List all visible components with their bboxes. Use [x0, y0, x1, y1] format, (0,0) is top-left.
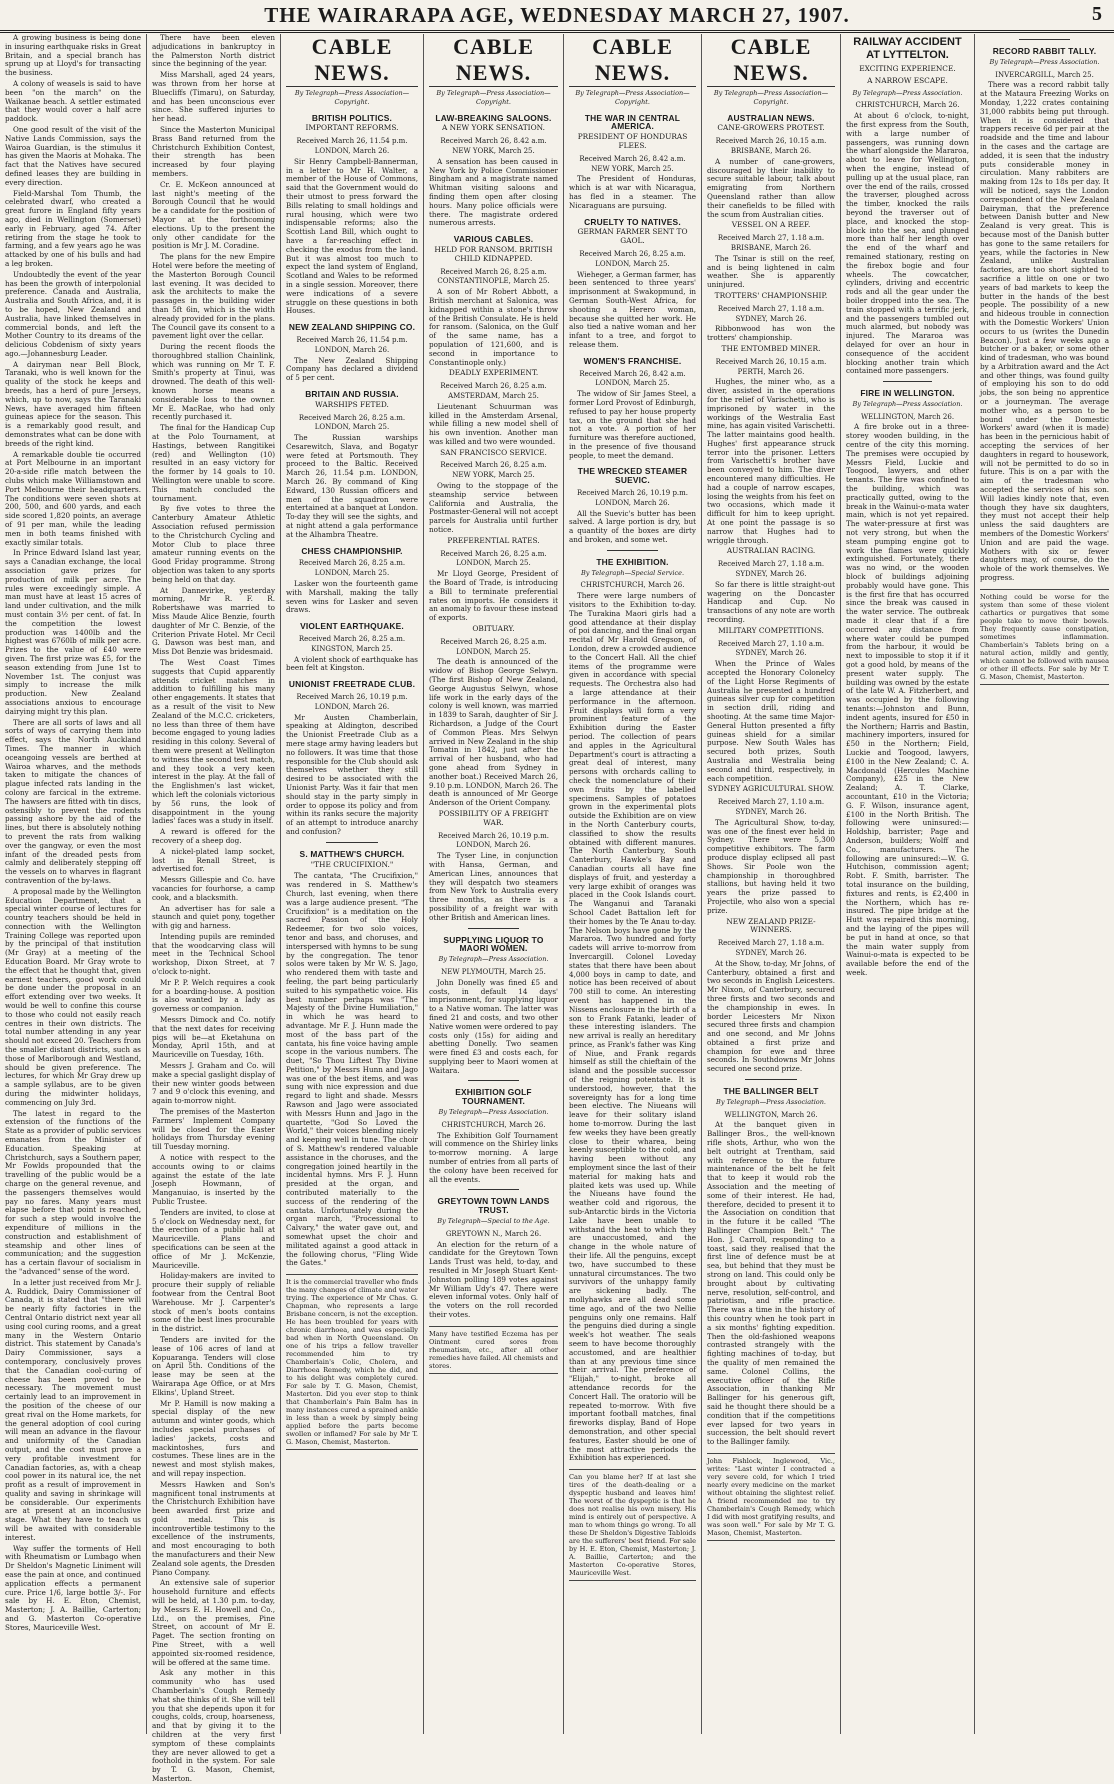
received-line: Received March 26, 8.25 a.m. — [440, 549, 547, 558]
masthead — [0, 0, 1114, 33]
article-body: Sir Henry Campbell-Bannerman, in a letter to Mr H. Walter, a member of the House of Commons, said that the Government would do their utmost to press forward the Bills relating to small holdings and rural housing, which were two indispensable reforms; also the Scottish Land Bill, which ought to have a far-reaching effect in checking the exodus from the land. But it was almost too much to expect the land system of England, Scotland and Wales to be reformed in a single session. Moreover, there were indications of a severe struggle on these questions in both Houses. — [286, 156, 418, 316]
dateline: INVERCARGILL, March 25. — [995, 70, 1094, 79]
section-headline: BRITAIN AND RUSSIA. — [305, 388, 399, 399]
section-headline: FIRE IN WELLINGTON. — [860, 388, 955, 399]
section-subheading: WARSHIPS FETED. — [315, 399, 389, 409]
paragraph: Messrs Hawken and Son's magnificent tonal instruments at the Christchurch Exhibition have been awarded first prize and gold medal. This is incontrovertible testimony to the excellence of the instruments, and most encouraging to both the manufacturers and their New Zealand sole agents, the Dresden Piano Company. — [152, 1479, 275, 1577]
received-line: Received March 26, 8.42 a.m. — [440, 137, 547, 146]
byline: By Telegraph—Press Association—Copyright. — [294, 89, 410, 106]
section-subheading: TROTTERS' CHAMPIONSHIP. — [714, 290, 828, 300]
dateline: GREYTOWN N., March 26. — [445, 1229, 542, 1238]
article-body: So far there is little straight-out wagering on the Doncaster Handicap and Cup. No transactions of any note are worth recording. — [707, 579, 835, 625]
paragraph: A dairyman near Bell Block, Taranaki, who is well known for the quality of the stock he keeps and breeds, has a herd of pure Jerseys, which, up to now, says the Taranaki News, have averaged him fifteen guineas apiece for the season. This is a remarkably good result, and demonstrates what can be done with breeds of the right kind. — [5, 359, 141, 448]
paragraph: Holiday-makers are invited to procure their supply of reliable footwear from the Central Boot Warehouse. Mr J. Carpenter's stock of men's boots contains some of the best lines procurable in the district. — [152, 1271, 275, 1334]
paragraph: Undoubtedly the event of the year has been the growth of interpolonial preference. Canada and Australia, Australia and South Africa, and, it is to be hoped, New Zealand and Australia, have linked themselves in commercial bonds, and left the Mother Country to its dreams of the delicious Cobdenism of sixty years ago.—Johannesburg Leader. — [5, 269, 141, 358]
paragraph: An extensive sale of superior household furniture and effects will be held, at 1.30 p.m. to-day, by Messrs E. H. Howell and Co., Ltd., on the premises, Pine Street, on account of Mr E. Paget. The section fronting on Pine Street, with a well appointed six-roomed residence, will be offered at the same time. — [152, 1578, 275, 1667]
section-subheading: IMPORTANT REFORMS. — [305, 123, 399, 133]
paragraph: Messrs Dimock and Co. notify that the next dates for receiving pigs will be—at Eketahuna on Monday, April 15th, and at Mauriceville on Tuesday, 16th. — [152, 1015, 275, 1060]
paragraph: During the recent floods the thoroughbred stallion Chainlink, which was running on Mr T. F. Smith's property at Tinui, was drowned. The death of this well-known horse means a considerable loss to the owner. Mr E. MacRae, who had only recently purchased it. — [152, 342, 275, 422]
received-line: Received March 26, 10.15 a.m. — [715, 357, 827, 366]
column-8 — [975, 34, 1114, 1734]
paragraph: Field-Marshal Tom Thumb, the celebrated dwarf, who created a great furore in England fifty years ago, died in Wellington (Somerset) early in February, aged 74. After retiring from the stage he took to farming, and a few years ago he was attacked by one of his bulls and had a leg broken. — [5, 188, 141, 268]
received-line: Received March 27, 1.10 a.m. — [717, 798, 825, 807]
article-body: A violent shock of earthquake has been felt at Kingston. — [286, 654, 418, 673]
dateline: KINGSTON, March 25. — [311, 644, 393, 653]
received-line: Received March 26, 8.42 a.m. — [579, 154, 686, 163]
paragraph: By five votes to three the Canterbury Amateur Athletic Association refused permission to the Christchurch Cycling and Motor Club to place three amateur running events on the Good Friday programme. Strong objection was taken to any sports being held on that day. — [152, 504, 275, 584]
section-headline: SUPPLYING LIQUOR TO MAORI WOMEN. — [443, 934, 544, 954]
section-subheading: SYDNEY AGRICULTURAL SHOW. — [707, 784, 835, 794]
section-subheading: PREFERENTIAL RATES. — [447, 535, 540, 545]
dateline: LONDON, March 25. — [456, 647, 531, 656]
received-line: Received March 26, 8.25 a.m. — [440, 267, 547, 276]
cable-news-banner: CABLE NEWS. — [707, 34, 835, 87]
column-3 — [281, 34, 424, 1734]
paragraph: In Prince Edward Island last year, says a Canadian exchange, the local association gave prizes for production of milk per acre. The rules were exceedingly simple. A man must have at least 15 acres of land under cultivation, and the milk must contain 3½ per cent. of fat. In the competition the lowest production was 1400lb and the highest was 6760lb of milk per acre. Prizes to the value of £40 were given. The first prize was £5, for the season extending from June 1st to November 1st. The conjust was simply to increase the milk production. New Zealand associations anxious to encourage dairying might try this plan. — [5, 548, 141, 716]
section-headline: VIOLENT EARTHQUAKE. — [300, 621, 404, 632]
cable-news-banner: CABLE NEWS. — [286, 34, 418, 87]
dateline: NEW PLYMOUTH, March 25. — [441, 967, 546, 976]
section-headline: THE EXHIBITION. — [596, 556, 669, 567]
dateline: LONDON, March 25. — [314, 569, 390, 578]
paragraph: One good result of the visit of the Native Lands Commission, says the Wairoa Guardian, is the stimulus it has given the Maoris at Mohaka. The fact that the Natives have secured defined leases they are building in every direction. — [5, 124, 141, 187]
section-headline: NEW ZEALAND SHIPPING CO. — [288, 322, 416, 333]
advertisement: Can you blame her? If at last she tires of the death-dealing or a dyspeptic husband and leaves him! The worst of the dyspeptic is that he does not realise his own misery. His mind is entirely out of perspective. A man to whom things go wrong. To all these Dr Sheldon's Digestive Tabloids are the sufferers' best friend. For sale by H. E. Eton, Chemist, Masterton; J. A. Baillie, Carterton; and the Masterton Co-operative Stores, Mauriceville West. — [569, 1469, 696, 1581]
section-subheading: POSSIBILITY OF A FREIGHT WAR. — [438, 808, 549, 827]
column-2 — [147, 33, 281, 1783]
article-body: Owing to the stoppage of the steamship service between California and Australia, the Postmaster-General will not accept parcels for Australia until further notice. — [429, 481, 558, 535]
received-line: Received March 26, 11.54 p.m. — [296, 137, 408, 146]
article-body: All the Suevic's butter has been salved. A large portion is dry, but a quantity of the boxes are dirty and broken, and some wet. — [569, 508, 696, 545]
divider-rule — [468, 1080, 520, 1081]
paragraph: A growing business is being done in insuring earthquake risks in Great Britain, and a special branch has sprung up at Lloyd's for transacting the business. — [5, 33, 141, 78]
article-body: Mr Lloyd George, President of the Board of Trade, is introducing a Bill to terminate preferential rates on imports. He considers it an anomaly to favour these instead of exports. — [429, 569, 558, 623]
byline: By Telegraph—Press Association. — [852, 88, 963, 97]
divider-rule — [883, 381, 932, 382]
received-line: Received March 26, 8.25 a.m. — [298, 559, 406, 568]
dateline: NEW YORK, March 25. — [591, 164, 674, 173]
advertisement: John Fishlock, Inglewood, Vic., writes: "Last winter I contracted a very severe cold, for which I tried nearly every medicine on the market without obtaining the slightest relief. A friend recommended me to try Chamberlain's Cough Remedy, which I did with most gratifying results, and was soon well." For sale by Mr T. G. Mason, Chemist, Masterton. — [707, 1453, 835, 1541]
paragraph: Messrs Gillespie and Co. have vacancies for fourhorse, a camp cook, and a blacksmith. — [152, 875, 275, 902]
paragraph: A notice with respect to the accounts owing to or claims against the estate of the late Joseph Howmann, of Manganuiao, is inserted by the Public Trustee. — [152, 1153, 275, 1206]
article-body: The Tsinar is still on the reef, and is being lightened in calm weather. She is apparently uninjured. — [707, 253, 835, 290]
advertisement: It is the commercial traveller who finds the many changes of climate and water trying. The experience of Mr Chas. G. Chapman, who represents a large Brisbane concern, is not the exception. He has been troubled for years with chronic diarrhoea, and was especially bad when in North Queensland. On one of his trips a fellow traveller recommended him to try Chamberlain's Colic, Cholera, and Diarrhoea Remedy, which he did, and to his delight was completely cured. For sale by T. G. Mason, Chemist, Masterton. Did you ever stop to think that Chamberlain's Pain Balm has in many instances cured a sprained ankle in less than a week by simply being applied before the parts become swollen or inflamed? For sale by Mr T. G. Mason, Chemist, Masterton. — [286, 1274, 418, 1450]
received-line: Received March 26, 8.25 a.m. — [298, 635, 406, 644]
article-body: Lieutenant Schuurman was killed in the Amsterdam Arsenal, while filling a new model shell of his own invention. Another man was killed and two were wounded. — [429, 401, 558, 446]
dateline: LONDON, March 26. — [456, 841, 531, 850]
article-body: The President of Honduras, which is at war with Nicaragua, has fled in a steamer. The Nicaraguans are pursuing. — [569, 174, 696, 210]
section-subheading: GERMAN FARMER SENT TO GAOL. — [577, 227, 688, 246]
section-subheading: "THE CRUCIFIXION." — [310, 859, 394, 869]
paragraph: Ask any mother in this community who has used Chamberlain's Cough Remedy what she thinks of it. She will tell you that she depends upon it for coughs, colds, croup, hoarseness, and that by giving it to the children at the very first symptom of these complaints they are never allowed to get a foothold in the system. For sale by T. G. Mason, Chemist, Masterton. — [152, 1668, 275, 1783]
article-body: The Exhibition Golf Tournament will commence on the Shirley links to-morrow morning. A large number of entries from all parts of the colony have been received for all the events. — [429, 1130, 558, 1184]
dateline: CHRISTCHURCH, March 26. — [441, 1120, 546, 1129]
article-body: The death is announced of the widow of Bishop George Selwyn. (The first Bishop of New Zealand, George Augustus Selwyn, whose life work in the early days of the colony is well known, was married in 1839 to Sarah, daughter of Sir J. Richardson, a Judge of the Court of Common Pleas. Mrs Selwyn arrived in New Zealand in the ship Tomatin in 1842, just after the arrival of her husband, who had gone ahead from Sydney in another boat.) Received March 26, 9.10 p.m. LONDON, March 26. The death is announced of Mr George Anderson of the Orient Company. — [429, 657, 558, 808]
article-body: When the Prince of Wales accepted the Honorary Colonelcy of the Light Horse Regiments of Australia he presented a hundred guineas silver cup for competition in section drill, riding and shooting. At the same time Major-General Hutton presented a fifty guineas shield for a similar purpose. New South Wales has secured both prizes, South Australia and Westralia being second and third, respectively, in each competition. — [707, 659, 835, 783]
article-body: Wieheger, a German farmer, has been sentenced to three years' imprisonment at Swakopmund, in German South-West Africa, for shooting a Herero woman, because she quitted her work. He also tied a native woman and her infant to a tree, and forgot to release them. — [569, 269, 696, 349]
dateline: CHRISTCHURCH, March 26. — [855, 101, 960, 110]
dateline: LONDON, March 26. — [595, 498, 670, 507]
article-body: A number of cane-growers, discouraged by their inability to secure suitable labour, talk about emigrating from Northern Queensland rather than allow their canefields to be filled with the scum from Australian cities. — [707, 156, 835, 219]
article-body: There were large numbers of visitors to the Exhibition to-day. The Turakina Maori girls had a good attendance at their display of poi dancing, and the final organ recital of Mr Harold Gregson, of London, drew a crowded audience to the Concert Hall. All the chief items of the programme were given in accordance with special requests. The Orchestra also had a large attendance at their performance in the afternoon. Fruit displays will form a very prominent feature of the Exhibition during the Easter period. The collection of pears and apples in the Agricultural Department's court is attracting a great deal of interest, many persons with orchards calling to check the nomenclature of their own fruits by the labelled specimens. Samples of potatoes grown in the experimental plots outside the Exhibition are on view in the North Canterbury courts, classified to show the results obtained with different manures. The North Canterbury, South Canterbury, Hawke's Bay and Canadian courts all have fine displays of fruit, and yesterday a very large exhibit of oranges was placed in the Cook Islands court. The Wanganui and Taranaki School Cadet Battalion left for their homes by the Te Anau to-day. The Nelson boys have gone by the Mararoa. Two hundred and forty cadets will arrive to-morrow from Invercargill. Colonel Loveday states that there have been about 4,000 boys in camp to date, and notice has been received of about 700 still to come. An interesting event has happened in the Nissens enclosure in the birth of a son to Frank Fatanki, leader of these interesting islanders. The new arrival is really an hereditary prince, as Frank's father was King of Niue, and Frank regards himself as still the chieftain of the island and the possible successor of the reigning potentate. It is understood, however, that the sovereignty has for a long time been elective. The Niueans will leave for their solitary island home to-morrow. During the last few weeks they have been greatly close to their wharea, being keenly susceptible to the cold, and having been without any employment since the last of their material for making hats and plaited kets was used up. While the Niueans have found the weather cold and rigorous, the sub-Antarctic birds in the Victoria Lake have been unable to withstand the heat to which they are unaccustomed, and the change in the whole nature of their life. All the penguins, except two, have succumbed to these unnatural circumstances. The two survivors of the unhappy family are sickening badly. The mollyhawks are all dead some time ago, and of the two Nellie penguins only one remains. Half the penguins died during a single week's hot weather. The seals seem to have become thoroughly accustomed, and are healthier than at any previous time since their arrival. The preference of "Elijah," to-night, broke all attendance records for the Concert Hall. The oratorio will be repeated to-morrow. With five important football matches, final fireworks display, Band of Hope demonstration, and other special features, Easter should be one of the most attractive periods the Exhibition has experienced. — [569, 591, 696, 1463]
article-body: A fire broke out in a three-storey wooden building, in the centre of the city this morning. The premises were occupied by Messrs Field, Luckie and Toogood, lawyers, and other tenants. The fire was confined to the building, which was practically gutted, owing to the break in the Wainui-o-mata water main, which is not yet repaired. The water-pressure at first was not very strong, but when the steam pumping engine got to work the flames were quickly extinguished. Fortunately, there was no wind, or the wooden block of buildings adjoining probably would have gone. This is the first fire that has occurred since the break was caused in the water service. The outbreak made it clear that if a fire occurred any distance from where water could be pumped from the harbour, it would be next to impossible to stop it if it got a good hold, by means of the present water supply. The building was owned by the estate of the late W. A. Fitzherbert, and was occupied by the following tenants:—Johnston and Bunn, indent agents, insured for £50 in the Northern; Harris and Bastin, machinery importers, insured for £50 in the Northern; Field, Luckie and Toogood, lawyers, £100 in the New Zealand; C. A. Macdonald (Hercules Machine Company), £25 in the New Zealand; A. T. Clarke, accountant, £10 in the Victoria; G. F. Wilson, insurance agent, £100 in the North British. The following were uninsured:—Holdship, barrister; Page and Anderson, builders; Wolff and Co., manufacturers. The following are uninsured:—W. G. Hutchison, commission agent; Robt. F. Smith, barrister. The total insurance on the building, fixtures and rents, is £2,400 in the Northern, which has re-insured. The pipe bridge at the Hutt was repaired this morning, and the laying of the pipes will be put in hand at once, so that the main water supply from Wainui-o-mata is expected to be available before the end of the week. — [846, 422, 969, 977]
byline: By Telegraph—Press Association. — [438, 955, 549, 964]
column-4 — [424, 34, 564, 1734]
divider-rule — [468, 928, 520, 929]
paragraph: Tenders are invited, to close at 5 o'clock on Wednesday next, for the erection of a public hall at Mauriceville. Plans and specifications can be seen at the office of Mr J. McKenzie, Mauriceville. — [152, 1207, 275, 1270]
paragraph: The premises of the Masterton Farmers' Implement Company will be closed for the Easter holidays from Thursday evening till Tuesday morning. — [152, 1107, 275, 1152]
paragraph: Messrs J. Graham and Co. will make a special gaslight display of their new winter goods between 7 and 9 o'clock this evening, and again to-morrow night. — [152, 1061, 275, 1106]
paragraph: A reward is offered for the recovery of a sheep dog. — [152, 827, 275, 845]
byline: By Telegraph—Special Service. — [580, 568, 685, 577]
section-subheading: NEW ZEALAND PRIZE-WINNERS. — [726, 916, 816, 935]
received-line: Received March 27, 1.18 a.m. — [717, 560, 825, 569]
byline: By Telegraph—Press Association. — [989, 57, 1100, 66]
section-subheading: MILITARY COMPETITIONS. — [718, 625, 824, 635]
received-line: Received March 26, 8.25 a.m. — [579, 249, 686, 258]
paragraph: A remarkable double tie occurred at Port Melbourne in an important 20-a-side rifle match between the clubs which make Williamstown and Port Melbourne their headquarters. The conditions were seven shots at 200, 500, and 600 yards, and each side scored 1,820 points, an average of 91 per man, while the leading men in both teams finished with exactly similar totals. — [5, 449, 141, 547]
dateline: SYDNEY, March 26. — [735, 314, 807, 323]
section-headline: CHESS CHAMPIONSHIP. — [301, 545, 403, 556]
paragraph: Miss Marshall, aged 24 years, was thrown from her horse at Bluecliffs (Timaru), on Saturday, and has been unconscious ever since. She suffered injuries to her head. — [152, 70, 275, 124]
paragraph: There are all sorts of laws and all sorts of ways of carrying them into effect, says the North Auckland Times. The manner in which oceangoing vessels are berthed at Wairoa wharves, and the methods taken to mitigate the chances of plague infected rats landing in the colony are farcical in the extreme. The hawsers are fitted with tin discs, ostensibly to prevent the rodents passing ashore by the aid of the lines, but there is absolutely nothing to prevent the rats from walking over the gangway, or even the most infant of the dreaded pests from calmly and deliberately stepping off the vessels on to wharves in flagrant contravention of the by-laws. — [5, 717, 141, 885]
paragraph: A nickel-plated lamp socket, lost in Renall Street, is advertised for. — [152, 846, 275, 874]
article-body: At about 6 o'clock, to-night, the first express from the South, with a large number of passengers, was running down the wharf alongside the Mararoa, about to leave for Wellington, when the engine, instead of pulling up at the usual place, ran over the end of the rails, crossed the traverser, ploughed across the timber, knocked the rails beyond the traverser out of place, and knocked the stop-block into the sea, and plunged more than half her length over the end of the wharf and remained stationary, resting on the firebox bogie and four wheels. The cowcatcher, cylinders, driving and eccentric rods and all the gear under the boiler dropped into the sea. The train stopped with a terrific jerk, and the passengers tumbled out much alarmed, but nobody was injured. The Mararoa was delayed for over an hour in consequence of the accident blocking another train which contained more passengers. — [846, 111, 969, 376]
columns — [0, 33, 1114, 1783]
received-line: Received March 26, 10.19 p.m. — [576, 489, 689, 498]
section-subheading: OBITUARY. — [472, 624, 515, 634]
article-body: At the Show, to-day, Mr Johns, of Canterbury, obtained a first and two seconds in English Leicesters. Mr Nixon, of Canterbury, secured three firsts and two seconds and the championship in ewes. In border Leicesters Mr Nixon secured three firsts and champion and one second, and Mr Johns obtained a first prize and champion for ewe and three seconds. In Southdowns Mr Johns secured one second prize. — [707, 958, 835, 1074]
article-body: The Agricultural Show, to-day, was one of the finest ever held in Sydney. There were 5,300 competitive exhibitors. The farm produce display eclipsed all past Shows. Sir Poole won the championship in thoroughbred stallions, but having held it two years the prize passed to Projectile, who also won a special prize. — [707, 817, 835, 915]
dateline: LONDON, March 25. — [595, 379, 670, 388]
paragraph: Since the Masterton Municipal Brass Band returned from the Christchurch Exhibition Contest, their strength has been increased by four playing members. — [152, 124, 275, 178]
article-body: At the banquet given in Ballinger Bros., the well-known rifle shots, Arthur, who won the belt outright at Trentham, said with reference to the future maintenance of the belt he felt that to keep it would rob the Association and the meeting of some of their interest. He had, therefore, decided to present it to the Association on condition that in the future it be called "The Ballinger Champion Belt." The Hon. J. Carroll, responding to a toast, said they realised that the first line of defence must be at sea, but behind that they must be strong on land. This could only be brought about by cultivating nerve, resolution, self-control, and patriotism, and rifle practice. There was a time in the history of this country when he took part in a six months' fighting expedition. Then the old-fashioned weapons contrasted strangely with the fighting machines of to-day, but the quality of men remained the same. Colonel Collins, the executive officer of the Rifle Association, in thanking Mr Ballinger for his generous gift, said he thought there should be a condition that if the competitions ever lapsed for two years in succession, the belt should revert to the Ballinger family. — [707, 1120, 835, 1447]
section-subheading: PRESIDENT OF HONDURAS FLEES. — [577, 132, 688, 150]
article-body: There was a record rabbit tally at the Mataura Freezing Works on Monday, 1,222 crates containing 31,000 rabbits being put through. When it is considered that trappers receive 6d per pair at the roadside and the time and labour in the cases and the cartage are added, it is seen that the industry puts considerable money in circulation. Many rabbiters are making from 12s to 18s per day. It will be noticed, says the London correspondent of the New Zealand Dairyman, that the preference between Danish butter and New Zealand is very great. This is because most of the Danish butter has gone to the same retailers for years, while the factories in New Zealand, unlike Australian factories, are too short sighted to sacrifice a little on one or two years of bad markets to keep the butter in the hands of the best people. The possibility of a new and hideous trouble in connection with the Domestic Workers' Union occurs to us (writes the Dunedin Beacon). Just a few weeks ago a butcher or a baker, or some other kind of tradesman, who was bound by a Arbitration award and the Act and other things, was found guilty of employing his son to do odd jobs, the son being no apprentice or a journeyman. The average mother who, as a person to be bound under the Domestic Workers' award (when it is made) has been in the pernicious habit of accepting the services of her daughters in regard to housework, will not be permitted to do so in future. This is on a par with the aim of the tradesman who accepted the services of his son. Will ladies kindly note that, even though they have six daughters, they must not accept their help unless the said daughters are members of the Domestic Workers' Union and are paid the wage. Mothers with six or fewer daughters may, of course, do the whole of the work themselves. We progress. — [980, 80, 1109, 583]
byline: By Telegraph—Press Association. — [438, 1108, 549, 1117]
dateline: AMSTERDAM, March 25. — [448, 391, 539, 400]
received-line: Received March 27, 1.18 a.m. — [717, 304, 825, 313]
section-subheading: THE ENTOMBED MINER. — [721, 343, 821, 353]
received-line: Received March 26, 8.42 a.m. — [579, 369, 686, 378]
article-body: The cantata, "The Crucifixion," was rendered in S. Matthew's Church, last evening, when there was a large audience present. "The Crucifixion" is a meditation on the sacred Passion of the Holy Redeemer, for two solo voices, tenor and bass, and choruses, and interspersed with hymns to be sung by the congregation. The tenor solos were taken by Mr W. S. Jago, who rendered them with taste and feeling, the part being particularly suited to his sympathetic voice. His best number perhaps was "The Majesty of the Divine Humiliation," in which he was heard to advantage. Mr F. J. Hunn made the most of the bass part of the cantata, his fine voice having ample scope in the various numbers. The duet, "So Thou Liftest Thy Divine Petition," by Messrs Hunn and Jago was one of the best items, and was sung with nice expression and due regard to light and shade. Messrs Rawson and Jago were associated with Messrs Hunn and Jago in the quartette, "God So Loved the World," their voices blending nicely and keeping well in tune. The choir of S. Matthew's rendered valuable assistance in the choruses, and the congregation joined heartily in the incidental hymns. Mrs F. J. Hunn presided at the organ, and contributed materially to the success of the rendering of the cantata. Unfortunately during the organ march, "Processional to Calvary," the water gave out, and somewhat upset the choir and militated against a good attack in the following chorus, "Fling Wide the Gates." — [286, 871, 418, 1268]
article-body: Hughes, the miner who, as a diver, assisted in the operations for the relief of Varischetti, who is imprisoned by water in the workings of the Westralia East mine, has again visited Varischetti. The latter maintains good health. Hughes' first appearance struck terror into the prisoner. Letters from Varischetti's brother have been conveyed to him. The diver encountered many difficulties. He had a couple of narrow escapes, losing the weights from his feet on two occasions, which made it difficult for him to keep upright. At one point the passage is so narrow that Hughes had to wriggle through. — [707, 377, 835, 545]
section-headline: UNIONIST FREETRADE CLUB. — [288, 679, 416, 690]
paragraph: There have been eleven adjudications in bankruptcy in the Palmerston North district since the beginning of the year. — [152, 33, 275, 69]
received-line: Received March 26, 8.25 a.m. — [440, 461, 547, 470]
dateline: BRISBANE, March 26. — [730, 146, 812, 155]
paragraph: The West Coast Times suggests that Cupid apparently attends cricket matches in addition to fulfilling his many other engagements. It states that as a result of the visit to New Zealand of the M.C.C. cricketers, no less than three of them have become engaged to young ladies residing in this colony. Several of them were present at Wellington to witness the second test match, and they took a very keen interest in the play. At the fall of the Englishmen's last wicket, which left the colonials victorious by 56 runs, the look of disappointment in the young ladies' faces was a study in itself. — [152, 657, 275, 826]
byline: By Telegraph—Press Association. — [852, 399, 963, 408]
received-line: Received March 26, 8.25 a.m. — [298, 413, 406, 422]
article-body: A son of Mr Robert Abbott, a British merchant at Salonica, was kidnapped within a stone's throw of the British Consulate. He is held for ransom. (Salonica, on the Gulf of the same name, has a population of 121,600, and is second in importance to Constantinople only.) — [429, 287, 558, 367]
column-7 — [841, 34, 975, 1734]
article-body: An election for the return of a candidate for the Greytown Town Lands Trust was held, to-day, and resulted in Mr Joseph Stuart Kent-Johnston polling 189 votes against Mr William Udy's 47. There were eleven informal votes. Only half of the voters on the roll recorded their votes. — [429, 1239, 558, 1320]
section-subheading: SAN FRANCISCO SERVICE. — [440, 447, 547, 457]
paragraph: A colony of weasels is said to have been "on the march" on the Waikanae beach. A settler estimated that they would cover a half acre paddock. — [5, 78, 141, 124]
section-subheading: AUSTRALIAN RACING. — [726, 546, 816, 556]
article-body: The New Zealand Shipping Company has declared a dividend of 5 per cent. — [286, 355, 418, 383]
section-headline: VARIOUS CABLES. — [453, 234, 534, 245]
section-headline: BRITISH POLITICS. — [311, 112, 393, 123]
column-1 — [0, 34, 147, 1734]
dateline: LONDON, March 26. — [314, 702, 390, 711]
cable-news-banner: CABLE NEWS. — [569, 34, 696, 87]
dateline: LONDON, March 25. — [314, 423, 390, 432]
paragraph: The latest in regard to the extension of the functions of the State as a provider of public services emanates from the Minister of Education. Speaking at Christchurch, says a Southern paper, Mr Fowlds propounded that the travelling of the public would be a charge on the general revenue, and the passengers themselves would pay no fares. Many years must elapse before that point is reached, for such a step would involve the expenditure of millions in the construction and establishment of steamship and other lines of communication; and the suggestion has a certain flavour of socialism in the "advanced" sense of the word. — [5, 1108, 141, 1276]
dateline: BRISBANE, March 26. — [730, 243, 812, 252]
page-number: 5 — [1092, 3, 1102, 25]
paragraph: Cr. E. McKeon announced at last night's meeting of the Borough Council that he would be a candidate for the position of Mayor at the forthcoming elections. Up to the present the only other candidate for the position is Mr J. M. Coradine. — [152, 179, 275, 251]
received-line: Received March 26, 11.54 p.m. — [296, 335, 408, 344]
divider-rule — [326, 842, 379, 843]
dateline: NEW YORK, March 25. — [452, 146, 535, 155]
section-headline: GREYTOWN TOWN LANDS TRUST. — [437, 1196, 550, 1216]
section-headline: WOMEN'S FRANCHISE. — [583, 355, 682, 366]
dateline: CONSTANTINOPLE, March 25. — [437, 277, 550, 286]
article-body: Ribbonwood has won the trotters' championship. — [707, 324, 835, 343]
received-line: Received March 26, 10.15 a.m. — [715, 137, 827, 146]
section-headline: EXHIBITION GOLF TOURNAMENT. — [455, 1087, 532, 1107]
paragraph: In a letter just received from Mr J. A. Ruddick, Dairy Commissioner of Canada, it is stated that "there will be nearly fifty factories in the Central Ontario district next year all using cool curing rooms, and a great many in the Western Ontario district. This statement by Canada's Dairy Commissioner, says a contemporary, conclusively proves that the Canadian cool-curing of cheese has been proved to be necessary. The movement must certainly lead to an improvement in the position of the cheese of our great rival on the Home markets, for the general adoption of cool curing will mean an advance in the flavour and uniformity of the Canadian output, and the cost must prove a very profitable investment for Canadian factories, as, with a cheap cool power in its natural ice, the net profit as a result of improvement in quality and saving in shrinkage will be considerable. Our experiments are at present at an inconclusive stage. What they have to teach us will be awaited with considerable interest. — [5, 1277, 141, 1542]
received-line: Received March 27, 1.10 a.m. — [717, 639, 825, 648]
byline: By Telegraph—Press Association—Copyright. — [575, 89, 690, 106]
paragraph: The final for the Handicap Cup at the Polo Tournament, at Hastings, between Rangitikei (red) and Wellington (10) resulted in an easy victory for the former by 14 goals to 10. Wellington were unable to score. This match concluded the tournament. — [152, 423, 275, 503]
section-subheading: CANE-GROWERS PROTEST. — [717, 123, 825, 133]
article-body: The widow of Sir James Steel, a former Lord Provost of Edinburgh, refused to pay her house property tax, on the ground that she had not a vote. A portion of her furniture was therefore auctioned, in the presence of five thousand people, to meet the demand. — [569, 389, 696, 460]
section-headline: LAW-BREAKING SALOONS. — [435, 112, 552, 123]
section-headline: THE WRECKED STEAMER SUEVIC. — [577, 466, 688, 486]
byline: By Telegraph—Press Association—Copyright. — [713, 89, 829, 106]
divider-rule — [745, 1079, 796, 1080]
paragraph: Intending pupils are reminded that the woodcarving class will meet in the Technical School workshop, Dixon Street, at 7 o'clock to-night. — [152, 931, 275, 977]
section-subheading: DEADLY EXPERIMENT. — [448, 368, 539, 378]
paragraph: A proposal made by the Wellington Education Department, that a special winter course of lectures for country teachers should be held in connection with the Wellington Training College was reported upon by the principal of that institution (Mr Gray) at a meeting of the Education Board. Mr Gray wrote to the effect that he thought that, given earnest teachers, good work could be done under the proposal in an effort extending over two weeks. It would be well to confine this course to those who could not easily reach centres in their own districts. The total number attending in any year should not exceed 20. Teachers from the smaller distant districts, such as those of Marlborough and Westland, should be given preference. The lectures, for which Mr Gray drew up a sample syllabus, are to be given during the midwinter holidays, commencing on July 3rd. — [5, 886, 141, 1107]
section-subheading: EXCITING EXPERIENCE. — [859, 64, 956, 73]
dateline: NEW YORK, March 25. — [452, 471, 535, 480]
divider-rule — [468, 1189, 520, 1190]
section-headline: RAILWAY ACCIDENT AT LYTTELTON. — [853, 36, 962, 61]
dateline: SYDNEY, March 26. — [735, 649, 807, 658]
article-body: Mr Austen Chamberlain, speaking at Aldington, described the Unionist Freetrade Club as a mere stage army having leaders but no followers. It was time that those responsible for the Club should ask themselves whether they still desired to be associated with the Unionist Party. Was it fair that men should stay in the party simply in order to oppose its policy and from within its ranks secure the majority of an attempt to introduce anarchy and confusion? — [286, 712, 418, 836]
advertisement: Many have testified Eczema has per Ointment cured sores from rheumatism, etc., after all other remedies have failed. All chemists and stores. — [429, 1326, 558, 1374]
article-body: The Tyser Line, in conjunction with Hansa, German, and American Lines, announces that they will despatch two steamers from New York to Australia every three months, as there is a possibility of a freight war with other British and American lines. — [429, 851, 558, 922]
article-body: Lasker won the fourteenth game with Marshall, making the tally seven wins for Lasker and seven draws. — [286, 579, 418, 615]
received-line: Received March 26, 10.19 p.m. — [437, 831, 550, 840]
column-5 — [564, 34, 702, 1734]
section-subheading: A NARROW ESCAPE. — [867, 75, 948, 85]
article-body: The Russian warships Cesarewitch, Slava, and Bogatyr were feted at Portsmouth. They proceed to the Baltic. Received March 26, 11.54 p.m. LONDON, March 26. By command of King Edward, 130 Russian officers and men of the squadron were entertained at a banquet at London. To-day they will see the sights, and at night attend a gala performance at the Alhambra Theatre. — [286, 433, 418, 539]
dateline: PERTH, March 26. — [737, 367, 805, 376]
paragraph: Way suffer the torments of Hell with Rheumatism or Lumbago when Dr Sheldon's Magnetic Liniment will ease the pain at once, and continued application effects a permanent cure. Price 1/6, large bottle 3/-. For sale by H. E. Eton, Chemist, Masterton; J. A. Baillie, Carterton; and G. Masterton Co-operative Stores, Mauriceville West. — [5, 1543, 141, 1632]
received-line: Received March 26, 8.25 a.m. — [440, 637, 547, 646]
dateline: WELLINGTON, March 26. — [860, 412, 955, 421]
article-body: John Donelly was fined £5 and costs, in default 14 days' imprisonment, for supplying liquor to a Native woman. The latter was fined 21 and costs, and two other Native women were ordered to pay costs only (15s) for aiding and abetting Donelly. Two seamen were fined £3 and costs each, for supplying beer to Maori women at Waitara. — [429, 977, 558, 1075]
byline: By Telegraph—Press Association. — [716, 1097, 826, 1106]
section-subheading: HELD FOR RANSOM. BRITISH CHILD KIDNAPPED. — [434, 244, 553, 263]
paragraph: An advertiser has for sale a staunch and quiet pony, together with gig and harness. — [152, 903, 275, 931]
column-6 — [702, 34, 841, 1734]
section-headline: RECORD RABBIT TALLY. — [992, 46, 1097, 56]
dateline: SYDNEY, March 26. — [735, 807, 807, 816]
received-line: Received March 26, 10.19 p.m. — [296, 693, 408, 702]
paragraph: Mr P. Hamill is now making a special display of the new autumn and winter goods, which includes special purchases of ladies' jackets, costs and mackintoshes, furs and costumes. These lines are in the newest and most stylish makes, and will repay inspection. — [152, 1398, 275, 1478]
dateline: CHRISTCHURCH, March 26. — [580, 581, 685, 590]
dateline: LONDON, March 25. — [456, 559, 531, 568]
section-headline: AUSTRALIAN NEWS. — [727, 112, 815, 123]
newspaper-title: THE WAIRARAPA AGE, WEDNESDAY MARCH 27, 1907. — [264, 3, 850, 27]
section-subheading: A NEW YORK SENSATION. — [441, 123, 546, 133]
dateline: LONDON, March 26. — [314, 345, 390, 354]
section-headline: THE WAR IN CENTRAL AMERICA. — [584, 112, 681, 132]
dateline: SYDNEY, March 26. — [735, 948, 807, 957]
section-headline: THE BALLINGER BELT — [723, 1086, 819, 1097]
byline: By Telegraph—Press Association—Copyright. — [436, 89, 551, 106]
section-subheading: VESSEL ON A REEF. — [731, 220, 811, 230]
paragraph: The plans for the new Empire Hotel were before the meeting of the Masterton Borough Council last evening. It was decided to ask the architects to make the passages in the building wider than 5ft 6in, which is the width already provided for in the plans. The Council gave its consent to a pavement light over the cellar. — [152, 252, 275, 341]
section-headline: CRUELTY TO NATIVES. — [584, 216, 681, 227]
dateline: WELLINGTON, March 26. — [724, 1110, 818, 1119]
paragraph: Mr P. P. Welch requires a cook for a boarding-house. A position is also wanted by a lady as governess or companion. — [152, 977, 275, 1014]
received-line: Received March 26, 8.25 a.m. — [440, 382, 547, 391]
received-line: Received March 27, 1.18 a.m. — [717, 939, 825, 948]
article-body: A sensation has been caused in New York by Police Commissioner Bingham and a magistrate named Whitman visiting saloons and finding them open after closing hours. Many police officials were there. The magistrate ordered numerous arrests. — [429, 156, 558, 228]
dateline: LONDON, March 26. — [314, 146, 390, 155]
advertisement: Nothing could be worse for the system than some of these violent cathartics or purgatives that some people take to move their bowels. They frequently cause constipation, sometimes inflammation. Chamberlain's Tablets bring on a natural action, mildly and gently, which cannot be followed with nausea or other ill effects. For sale by Mr T. G. Mason, Chemist, Masterton. — [980, 589, 1109, 685]
divider-rule — [1019, 39, 1071, 40]
byline: By Telegraph—Special to the Age. — [437, 1217, 550, 1226]
paragraph: At Dannevirke, yesterday morning, Mr R. F. R. Robertshawe was married to Miss Maude Alice Benzie, fourth daughter of Mr C. Benzie, of the Criterion Private Hotel. Mr Cecil G. Dawson was best man, and Miss Dot Benzie was bridesmaid. — [152, 585, 275, 657]
divider-rule — [607, 550, 658, 551]
paragraph: Tenders are invited for the lease of 106 acres of land at Kopuaranga. Tenders will close on April 5th. Conditions of the lease may be seen at the Wairarapa Age Office, or at Mrs Elkins', Upland Street. — [152, 1334, 275, 1397]
cable-news-banner: CABLE NEWS. — [429, 34, 558, 87]
received-line: Received March 27, 1.18 a.m. — [717, 234, 825, 243]
dateline: LONDON, March 25. — [595, 259, 670, 268]
section-headline: S. MATTHEW'S CHURCH. — [299, 848, 405, 859]
dateline: SYDNEY, March 26. — [735, 570, 807, 579]
